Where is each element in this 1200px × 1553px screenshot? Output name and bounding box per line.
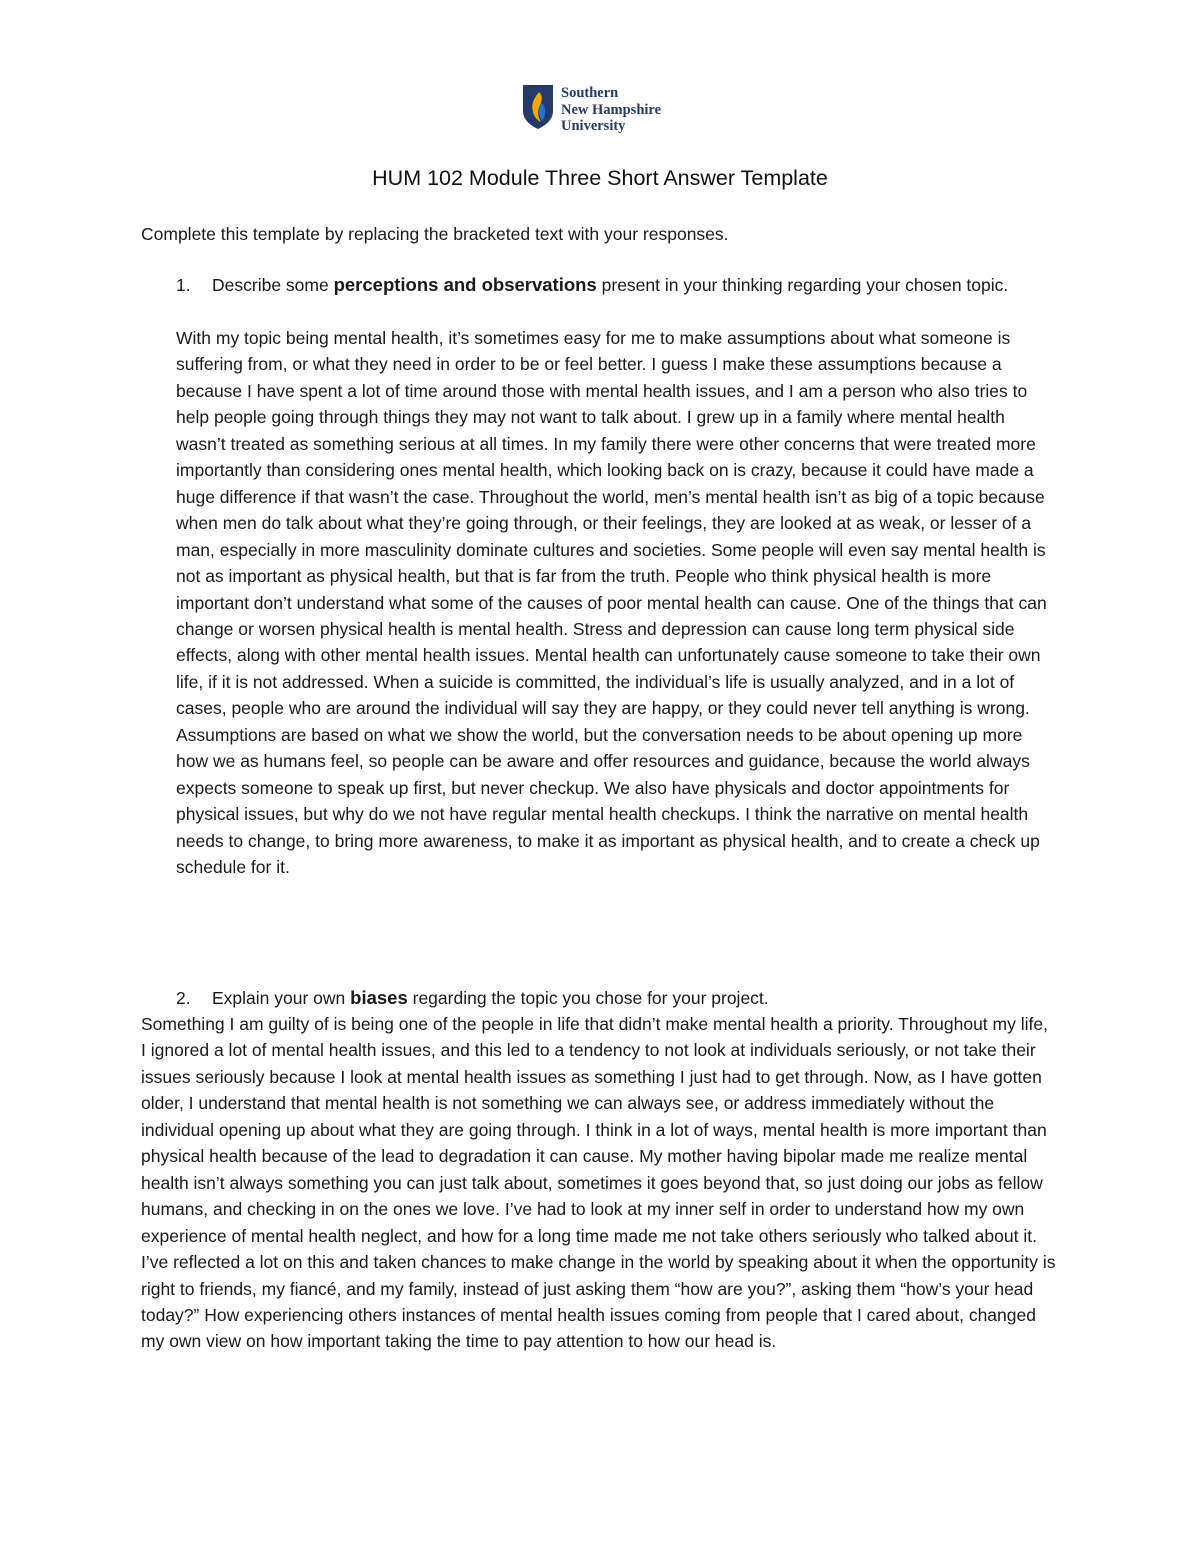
logo-line: New Hampshire xyxy=(561,101,662,118)
answer-1: With my topic being mental health, it’s sometimes easy for me to make assumptions about what someone is suffering from, or what they need in order to be or feel better. I guess I make these assumptions because a because I have spent a lot of time around those with mental health issues, and I am a person who also tries to help people going through things they may not want to talk about. I grew up in a family where mental health wasn’t treated as something serious at all times. In my family there were other concerns that were treated more importantly than considering ones mental health, which looking back on is crazy, because it could have made a huge difference if that wasn’t the case. Throughout the world, men’s mental health isn’t as big of a topic because when men do talk about what they’re going through, or their feelings, they are looked at as weak, or lesser of a man, especially in more masculinity dominate cultures and societies. Some people will even say mental health is not as important as physical health, but that is far from the truth. People who think physical health is more important don’t understand what some of the causes of poor mental health can cause. One of the things that can change or worsen physical health is mental health. Stress and depression can cause long term physical side effects, along with other mental health issues. Mental health can unfortunately cause someone to take their own life, if it is not addressed. When a suicide is committed, the individual’s life is usually analyzed, and in a lot of cases, people who are around the individual will say they are happy, or they could never tell anything is wrong. Assumptions are based on what we show the world, but the conversation needs to be about opening up more how we as humans feel, so people can be aware and offer resources and guidance, because the world always expects someone to speak up first, but never checkup. We also have physicals and doctor appointments for physical issues, but why do we not have regular mental health checkups. I think the narrative on mental health needs to change, to bring more awareness, to make it as important as physical health, and to create a check up schedule for it. xyxy=(176,328,1047,878)
logo-wordmark xyxy=(561,85,661,135)
logo-line: University xyxy=(561,118,626,134)
question-2 xyxy=(176,985,1056,1011)
question-emphasis: biases xyxy=(350,987,408,1008)
question-suffix: regarding the topic you chose for your project. xyxy=(407,988,769,1008)
university-logo xyxy=(522,84,661,135)
question-prefix: Explain your own xyxy=(212,988,351,1008)
question-text xyxy=(176,985,1056,1011)
question-number: 1. xyxy=(176,275,191,295)
question-prefix: Describe some xyxy=(212,275,334,295)
question-number: 2. xyxy=(176,988,191,1008)
document-title: HUM 102 Module Three Short Answer Template xyxy=(372,166,828,190)
logo-line: Southern xyxy=(561,85,619,101)
shield-flame-icon xyxy=(522,84,554,130)
answer-2: Something I am guilty of is being one of the people in life that didn’t make mental health a priority. Throughout my life, I ignored a lot of mental health issues, and this led to a tendency to not look at individuals seriously, or not take their issues seriously because I look at mental health issues as something I just had to get through. Now, as I have gotten older, I understand that mental health is not something we can always see, or address immediately without the individual opening up about what they are going through. I think in a lot of ways, mental health is more important than physical health because of the lead to degradation it can cause. My mother having bipolar made me realize mental health isn’t always something you can just talk about, sometimes it goes beyond that, so just doing our jobs as fellow humans, and checking in on the ones we love. I’ve had to look at my inner self in order to understand how my own experience of mental health neglect, and how for a long time made me not take others seriously who talked about it. I’ve reflected a lot on this and taken chances to make change in the world by speaking about it when the opportunity is right to friends, my fiancé, and my family, instead of just asking them “how are you?”, asking them “how’s your head today?” How experiencing others instances of mental health issues coming from people that I cared about, changed my own view on how important taking the time to pay attention to how our head is. xyxy=(141,1014,1056,1352)
question-emphasis: perceptions and observations xyxy=(333,274,597,295)
instructions: Complete this template by replacing the bracketed text with your responses. xyxy=(141,224,729,244)
question-text xyxy=(176,272,1056,298)
question-1 xyxy=(176,272,1056,298)
question-suffix: present in your thinking regarding your chosen topic. xyxy=(596,275,1009,295)
